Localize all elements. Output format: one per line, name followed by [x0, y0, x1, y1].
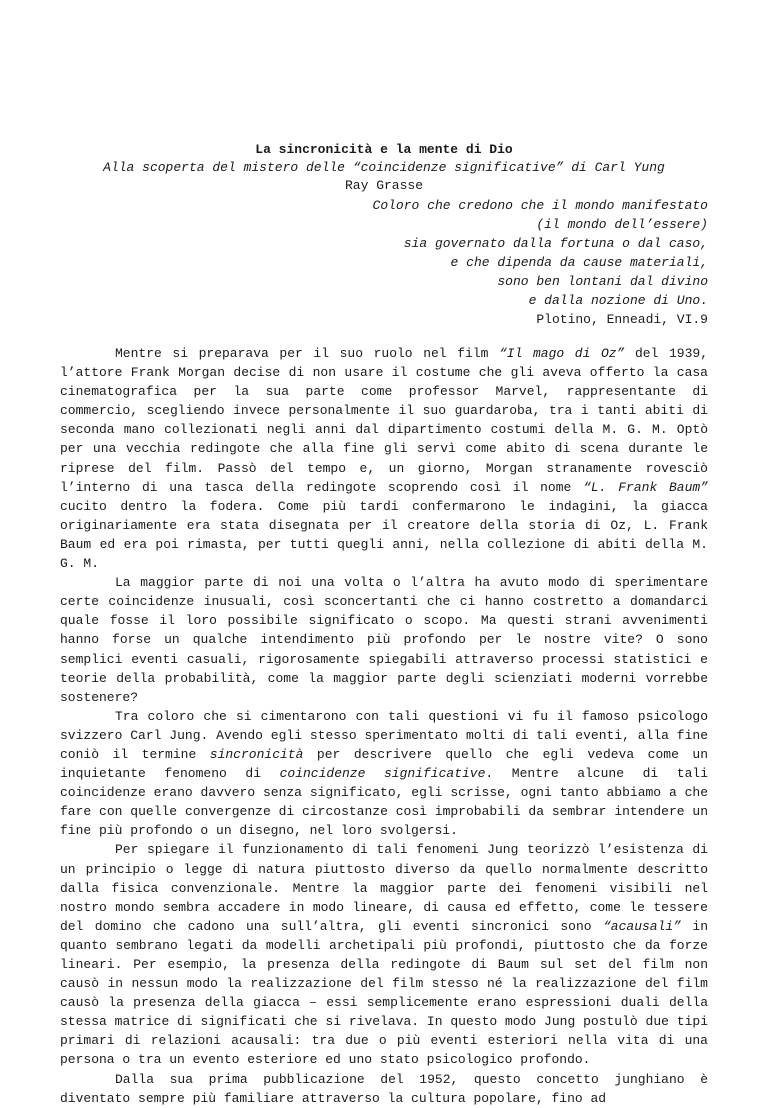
paragraph-text: Per spiegare il funzionamento di tali fenomeni Jung teorizzò l’esistenza di un principio o legge di natura piuttosto diverso da quello normalmente descritto dalla fisica convenzionale. Mentre la maggior parte dei fenomeni visibili nel nostro mondo sembra accadere in modo lineare, di causa ed effetto, come le tessere del domino che cadono una sull’altra, gli eventi sincronici sono — [60, 842, 708, 934]
paragraph-5: Dalla sua prima pubblicazione del 1952, questo concetto junghiano è diventato sempre più familiare attraverso la cultura popolare, fino ad — [60, 1071, 708, 1106]
sewn-name: “L. Frank Baum” — [583, 479, 708, 495]
epigraph — [300, 196, 708, 329]
paragraph-text: Mentre si preparava per il suo ruolo nel film — [115, 346, 499, 361]
paragraph-1 — [60, 344, 708, 573]
epigraph-line: sono ben lontani dal divino — [497, 274, 708, 289]
document-title: La sincronicità e la mente di Dio — [255, 142, 513, 157]
paragraph-2: La maggior parte di noi una volta o l’altra ha avuto modo di sperimentare certe coincidenze inusuali, così sconcertanti che ci hanno costretto a domandarci quale fosse il loro possibile significato o scopo. Ma questi strani avvenimenti hanno forse un qualche intendimento più profondo per le nostre vite? O sono semplici eventi casuali, rigorosamente spiegabili attraverso processi statistici e teorie della probabilità, come la maggior parte degli scienziati moderni vorrebbe sostenere? — [60, 575, 708, 705]
paragraph-text: in quanto sembrano legati da modelli archetipali più profondi, piuttosto che da forze lineari. Per esempio, la presenza della redingote di Baum sul set del film non causò in nessun modo la realizzazione del film stesso né la realizzazione del film causò la presenza della giacca – essi semplicemente erano espressioni duali della stessa matrice di significati che si rivelava. In questo modo Jung postulò due tipi primari di relazioni acausali: tra due o più eventi esteriori nella vita di una persona o tra un evento esteriore ed uno stato psicologico profondo. — [60, 918, 708, 1068]
epigraph-line: sia governato dalla fortuna o dal caso, — [403, 236, 708, 251]
paragraph-text: . Mentre alcune di tali coincidenze erano davvero senza significato, egli scrisse, ogni tanto abbiamo a che fare con quelle convergenze di circostanze così improbabili da sembrar intendere un fine più profondo o un disegno, nel loro svolgersi. — [60, 766, 708, 839]
document-body — [60, 344, 708, 1108]
epigraph-citation: Plotino, Enneadi, VI.9 — [536, 312, 708, 327]
epigraph-line: (il mondo dell’essere) — [536, 217, 708, 232]
document-header — [60, 141, 708, 195]
epigraph-line: e dalla nozione di Uno. — [528, 293, 708, 308]
paragraph-4 — [60, 840, 708, 1069]
paragraph-3 — [60, 707, 708, 841]
paragraph-text: del 1939, l’attore Frank Morgan decise di non usare il costume che gli aveva offerto la casa cinematografica per la sua parte come professor Marvel, rappresentante di commercio, scegliendo invece personalmente il suo guardaroba, tra i tanti abiti di seconda mano collezionati negli anni dal dipartimento costumi della M. G. M. Optò per una vecchia redingote che alla fine gli servì come abito di scena durante le riprese del film. Passò del tempo e, un giorno, Morgan stranamente rovesciò l’interno di una tasca della redingote scoprendo così il nome — [60, 346, 709, 495]
paragraph-text: per descrivere quello che egli vedeva come un inquietante fenomeno di — [60, 746, 709, 782]
paragraph-text: Tra coloro che si cimentarono con tali questioni vi fu il famoso psicologo svizzero Carl Jung. Avendo egli stesso sperimentato molti di tali eventi, alla fine coniò il termine — [60, 708, 708, 762]
document-author: Ray Grasse — [344, 178, 423, 193]
term-sincronicita: sincronicità — [209, 746, 304, 762]
film-title: “Il mago di Oz” — [499, 346, 625, 361]
paragraph-text: cucito dentro la fodera. Come più tardi confermarono le indagini, la giacca originariamente era stata disegnata per il creatore della storia di Oz, L. Frank Baum ed era poi rimasta, per tutti quegli anni, nella collezione di abiti della M. G. M. — [60, 498, 708, 572]
document-subtitle: Alla scoperta del mistero delle “coincidenze significative” di Carl Yung — [103, 160, 665, 175]
term-coincidenze: coincidenze significative — [279, 766, 486, 782]
epigraph-line: Coloro che credono che il mondo manifestato — [372, 198, 708, 213]
epigraph-line: e che dipenda da cause materiali, — [450, 255, 708, 270]
term-acausali: “acausali” — [602, 918, 681, 934]
